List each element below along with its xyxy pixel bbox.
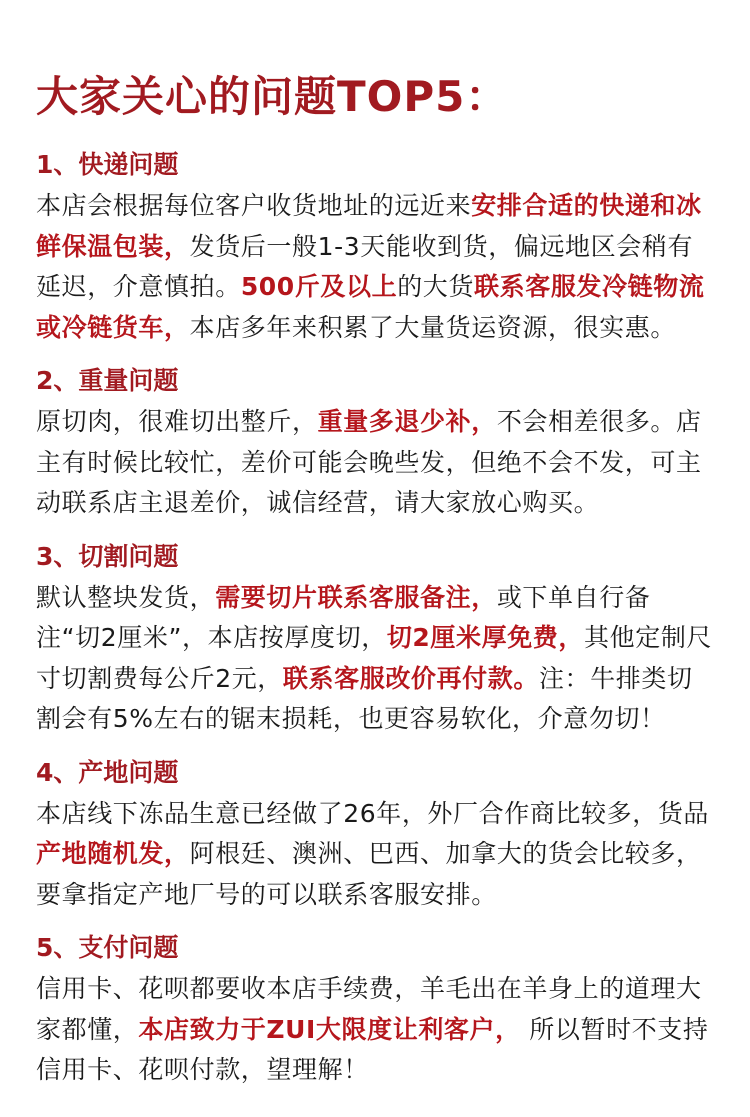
highlight-segment: 切2厘米厚免费，	[386, 623, 585, 652]
section-heading: 4、产地问题	[36, 757, 179, 787]
highlight-segment: 产地随机发，	[36, 839, 190, 868]
text-segment: 本店多年来积累了大量货运资源，很实惠。	[189, 312, 677, 342]
section-text	[36, 186, 714, 348]
highlight-segment: 联系客服改价再付款。	[282, 663, 539, 693]
highlight-segment: 安排合适的快递和冰鲜保温包装，	[36, 191, 702, 261]
text-segment: 本店线下冻品生意已经做了26年，外厂合作商比较多，货品	[36, 798, 710, 828]
highlight-segment: 重量多退少补，	[317, 407, 497, 436]
section-heading: 3、切割问题	[36, 541, 179, 571]
section-text	[36, 969, 714, 1091]
text-segment: 原切肉，很难切出整斤，	[36, 407, 318, 436]
section-text	[36, 402, 714, 524]
text-segment: 不会相差很多。店主有时候比较忙，差价可能会晚些发，但绝不会不发，可主动联系店主退差价，诚信经营，请大家放心购买。	[36, 407, 702, 517]
text-segment: 所以暂时不支持信用卡、花呗付款，望理解！	[36, 1014, 709, 1084]
section-delivery	[36, 148, 714, 348]
highlight-segment: 本店致力于ZUI大限度让利客户，	[138, 1014, 521, 1044]
text-segment: 的大货	[397, 272, 475, 301]
section-payment	[36, 931, 714, 1091]
text-segment: 阿根廷、澳洲、巴西、加拿大的货会比较多，要拿指定产地厂号的可以联系客服安排。	[36, 839, 702, 909]
page-title: 大家关心的问题TOP5：	[36, 72, 509, 121]
highlight-segment: 需要切片联系客服备注，	[215, 582, 497, 612]
text-segment: 信用卡、花呗都要收本店手续费，羊毛出在羊身上的道理大家都懂，	[36, 974, 702, 1044]
section-heading: 1、快递问题	[36, 150, 179, 179]
text-segment: 注：牛排类切割会有5%左右的锯末损耗，也更容易软化，介意勿切！	[36, 663, 693, 733]
highlight-segment: 500斤及以上	[240, 272, 398, 301]
highlight-segment: 联系客服发冷链物流或冷链货车，	[36, 272, 705, 342]
text-segment: 或下单自行备注“切2厘米”，本店按厚度切，	[36, 582, 651, 652]
section-origin	[36, 756, 714, 916]
text-segment: 默认整块发货，	[36, 582, 216, 612]
section-weight	[36, 364, 714, 524]
section-heading: 2、重量问题	[36, 366, 179, 395]
section-text	[36, 794, 714, 916]
text-segment: 本店会根据每位客户收货地址的远近来	[36, 191, 472, 220]
section-cutting	[36, 540, 714, 740]
text-segment: 其他定制尺寸切割费每公斤2元，	[36, 623, 713, 693]
section-text	[36, 578, 714, 740]
section-heading: 5、支付问题	[36, 933, 179, 962]
text-segment: 发货后一般1-3天能收到货，偏远地区会稍有延迟，介意慎拍。	[36, 231, 694, 301]
